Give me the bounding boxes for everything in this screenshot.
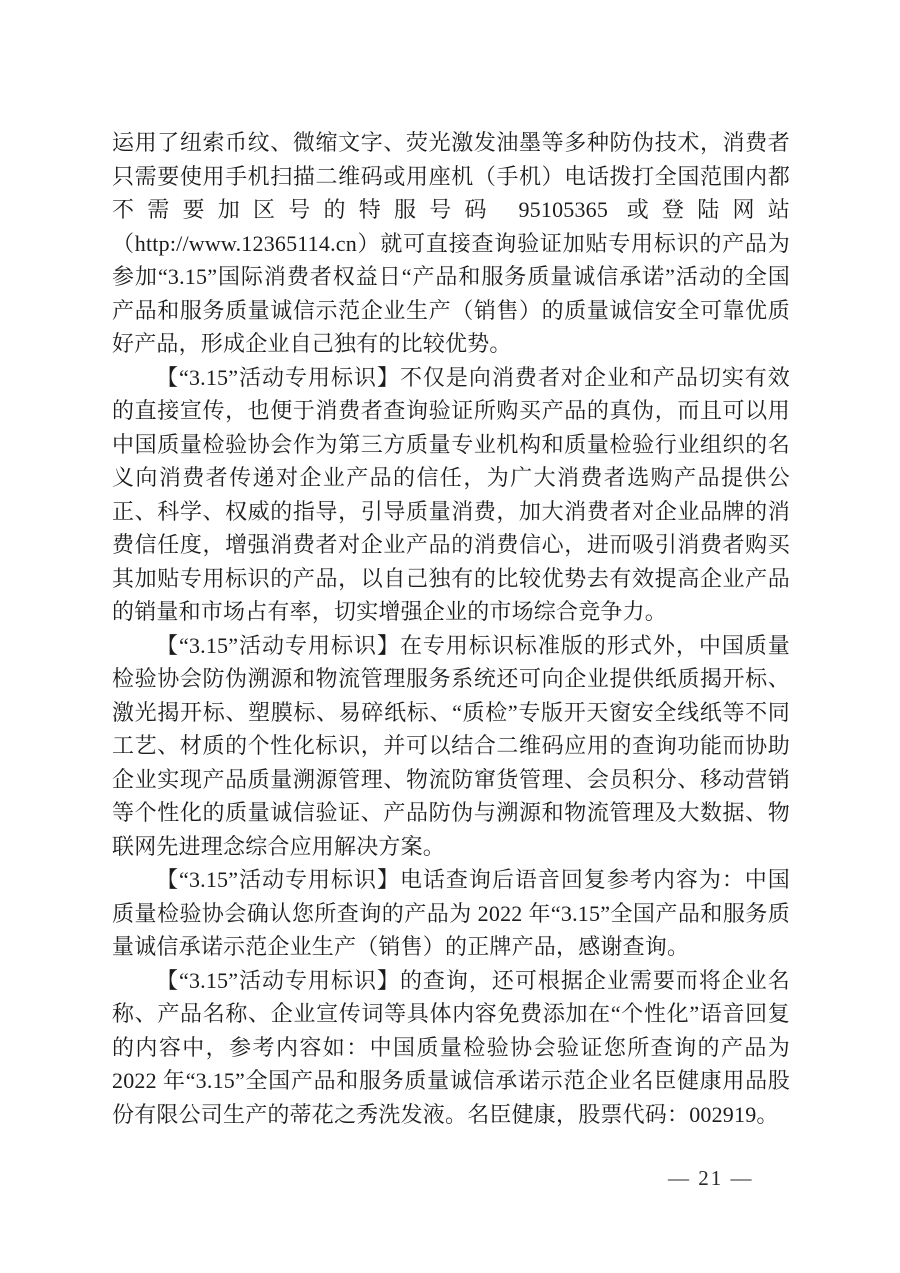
- paragraph-continued: 运用了纽索币纹、微缩文字、荧光激发油墨等多种防伪技术，消费者只需要使用手机扫描二维码或用座机（手机）电话拨打全国范围内都不需要加区号的特服号码 95105365 或登陆网站（http://www.12365114.cn）就可直接查询验证加贴专用标识的产品为参加“3.15”国际消费者权益日“产品和服务质量诚信承诺”活动的全国产品和服务质量诚信示范企业生产（销售）的质量诚信安全可靠优质好产品，形成企业自己独有的比较优势。: [112, 130, 790, 356]
- paragraph-personalized-reply: 【“3.15”活动专用标识】的查询，还可根据企业需要而将企业名称、产品名称、企业宣传词等具体内容免费添加在“个性化”语音回复的内容中，参考内容如：中国质量检验协会验证您所查询的产品为 2022 年“3.15”全国产品和服务质量诚信承诺示范企业名臣健康用品股份有限公司生产的蒂花之秀洗发液。名臣健康，股票代码：002919。: [112, 967, 790, 1127]
- paragraph-promotion: 【“3.15”活动专用标识】不仅是向消费者对企业和产品切实有效的直接宣传，也便于消费者查询验证所购买产品的真伪，而且可以用中国质量检验协会作为第三方质量专业机构和质量检验行业组织的名义向消费者传递对企业产品的信任，为广大消费者选购产品提供公正、科学、权威的指导，引导质量消费，加大消费者对企业品牌的消费信任度，增强消费者对企业产品的消费信心，进而吸引消费者购买其加贴专用标识的产品，以自己独有的比较优势去有效提高企业产品的销量和市场占有率，切实增强企业的市场综合竞争力。: [112, 364, 790, 624]
- body-text: [112, 126, 790, 1131]
- page-number: — 21 —: [668, 1166, 754, 1190]
- paragraph-label-types: 【“3.15”活动专用标识】在专用标识标准版的形式外，中国质量检验协会防伪溯源和物流管理服务系统还可向企业提供纸质揭开标、激光揭开标、塑膜标、易碎纸标、“质检”专版开天窗安全线纸等不同工艺、材质的个性化标识，并可以结合二维码应用的查询功能而协助企业实现产品质量溯源管理、物流防窜货管理、会员积分、移动营销等个性化的质量诚信验证、产品防伪与溯源和物流管理及大数据、物联网先进理念综合应用解决方案。: [112, 632, 790, 859]
- paragraph-phone-reply: 【“3.15”活动专用标识】电话查询后语音回复参考内容为：中国质量检验协会确认您所查询的产品为 2022 年“3.15”全国产品和服务质量诚信承诺示范企业生产（销售）的正牌产品，感谢查询。: [112, 867, 790, 959]
